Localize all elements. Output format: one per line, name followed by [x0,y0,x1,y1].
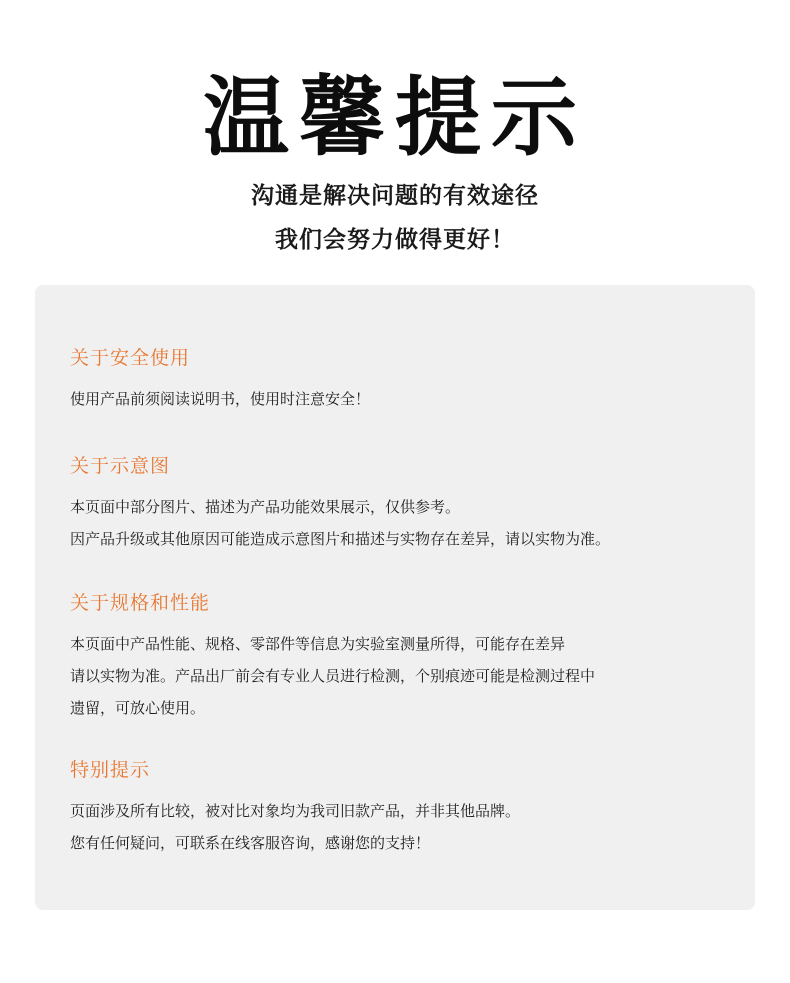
section-text-line: 本页面中部分图片、描述为产品功能效果展示，仅供参考。 [70,498,461,516]
section-text-line: 您有任何疑问，可联系在线客服咨询，感谢您的支持！ [70,834,431,852]
section-text-line: 因产品升级或其他原因可能造成示意图片和描述与实物存在差异，请以实物为准。 [70,530,611,548]
section-safe-use [70,345,730,415]
subtitle-line-2: 我们会努力做得更好！ [275,227,515,253]
section-text-line: 页面涉及所有比较，被对比对象均为我司旧款产品，并非其他品牌。 [70,802,521,820]
notice-card [35,285,755,910]
section-illustrations [70,453,730,555]
section-text-line: 使用产品前须阅读说明书，使用时注意安全！ [70,390,371,408]
section-text-line: 遗留，可放心使用。 [70,699,206,717]
section-heading-specs-performance: 关于规格和性能 [70,592,211,614]
page-title: 温馨提示 [203,68,587,168]
section-specs-performance [70,590,730,724]
section-text-line: 请以实物为准。产品出厂前会有专业人员进行检测，个别痕迹可能是检测过程中 [70,667,596,685]
section-special-notice [70,757,730,859]
subtitle-line-1: 沟通是解决问题的有效途径 [251,183,539,209]
section-text-line: 本页面中产品性能、规格、零部件等信息为实验室测量所得，可能存在差异 [70,635,566,653]
section-heading-special-notice: 特别提示 [70,759,151,781]
section-heading-safe-use: 关于安全使用 [70,347,191,369]
section-heading-illustrations: 关于示意图 [70,455,171,477]
